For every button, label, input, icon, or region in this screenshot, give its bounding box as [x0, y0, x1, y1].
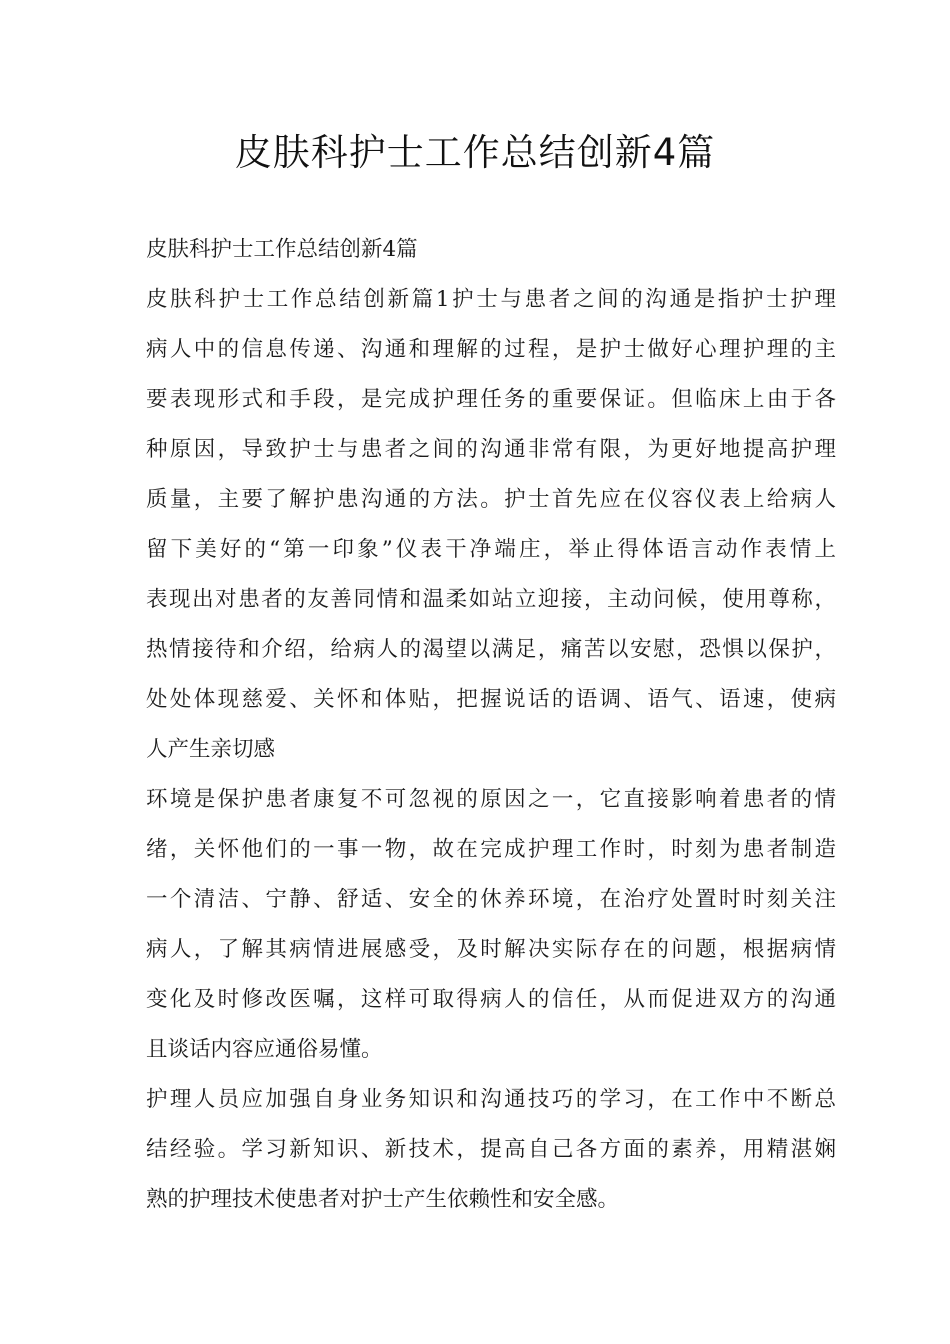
paragraph-1	[146, 275, 836, 775]
text-line: 种原因，导致护士与患者之间的沟通非常有限，为更好地提高护理	[146, 437, 836, 462]
document-title: 皮肤科护士工作总结创新4篇	[234, 131, 716, 174]
text-line: 皮肤科护士工作总结创新篇1护士与患者之间的沟通是指护士护理	[146, 287, 836, 312]
paragraph-3	[146, 1075, 836, 1225]
text-line: 人产生亲切感	[146, 737, 276, 762]
paragraph-2	[146, 775, 836, 1075]
text-line: 留下美好的“第一印象”仪表干净端庄，举止得体语言动作表情上	[146, 537, 836, 562]
subtitle-line: 皮肤科护士工作总结创新4篇	[146, 237, 418, 262]
text-line: 表现出对患者的友善同情和温柔如站立迎接，主动问候，使用尊称，	[146, 587, 836, 612]
text-line: 且谈话内容应通俗易懂。	[146, 1037, 383, 1062]
text-line: 环境是保护患者康复不可忽视的原因之一，它直接影响着患者的情	[146, 787, 836, 812]
text-line: 护理人员应加强自身业务知识和沟通技巧的学习，在工作中不断总	[146, 1087, 836, 1112]
text-line: 要表现形式和手段，是完成护理任务的重要保证。但临床上由于各	[146, 387, 836, 412]
text-line: 处处体现慈爱、关怀和体贴，把握说话的语调、语气、语速，使病	[146, 687, 836, 712]
text-line: 热情接待和介绍，给病人的渴望以满足，痛苦以安慰，恐惧以保护，	[146, 637, 836, 662]
text-line: 病人，了解其病情进展感受，及时解决实际存在的问题，根据病情	[146, 937, 836, 962]
text-line: 结经验。学习新知识、新技术，提高自己各方面的素养，用精湛娴	[146, 1137, 836, 1162]
text-line: 质量，主要了解护患沟通的方法。护士首先应在仪容仪表上给病人	[146, 487, 836, 512]
text-line: 熟的护理技术使患者对护士产生依赖性和安全感。	[146, 1187, 620, 1212]
text-line: 绪，关怀他们的一事一物，故在完成护理工作时，时刻为患者制造	[146, 837, 836, 862]
text-line: 病人中的信息传递、沟通和理解的过程，是护士做好心理护理的主	[146, 337, 836, 362]
document-body	[146, 225, 836, 1225]
text-line: 变化及时修改医嘱，这样可取得病人的信任，从而促进双方的沟通	[146, 987, 836, 1012]
text-line: 一个清洁、宁静、舒适、安全的休养环境，在治疗处置时时刻关注	[146, 887, 836, 912]
